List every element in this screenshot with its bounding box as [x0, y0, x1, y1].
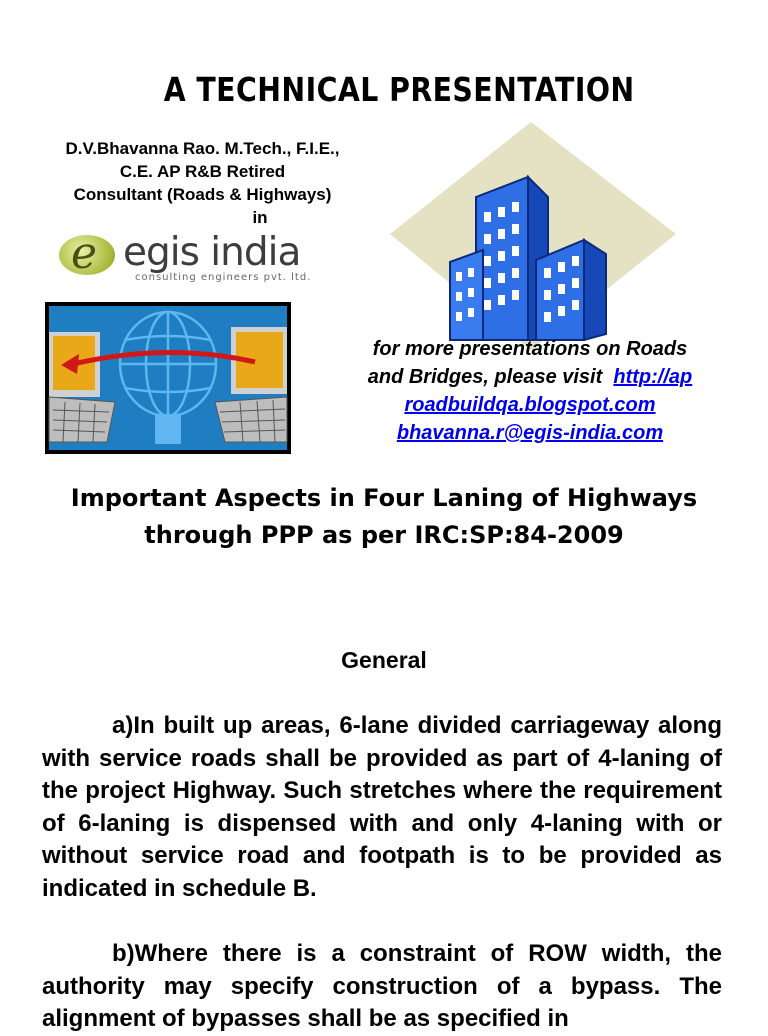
paragraph-a-text: a)In built up areas, 6-lane divided carriageway along with service roads shall be provided as part of 4-laning of the project Highway. Such stretches where the requirement of 6-laning is dispensed with and only 4-laning with or without service road and footpath is to be provided as indicated in schedule B. — [42, 712, 722, 902]
author-in: in — [252, 208, 268, 227]
office-building-clipart — [388, 122, 678, 352]
blog-link-part-2[interactable]: roadbuildqa.blogspot.com — [404, 394, 656, 416]
email-link[interactable]: bhavanna.r@egis-india.com — [396, 422, 664, 444]
author-role: Consultant (Roads & Highways) — [73, 185, 332, 204]
network-computers-clipart — [45, 302, 291, 454]
visit-line-2 — [330, 363, 730, 391]
paragraph-b-text: b)Where there is a constraint of ROW width, the authority may specify construction of a bypass. The alignment of bypasses shall be as specified in — [42, 940, 722, 1032]
egis-india-logo — [57, 228, 339, 288]
visit-line-4 — [330, 419, 730, 447]
heading-line-2: through PPP as per IRC:SP:84-2009 — [144, 521, 624, 549]
section-title: General — [341, 647, 427, 673]
visit-line-1: for more presentations on Roads — [372, 338, 688, 360]
heading-line-1: Important Aspects in Four Laning of Highways — [70, 484, 698, 512]
logo-name: egis india — [123, 230, 301, 275]
logo-letter: e — [71, 228, 98, 279]
paragraph-b — [42, 938, 722, 1036]
visit-text: and Bridges, please visit — [367, 366, 603, 388]
presentation-title: A TECHNICAL PRESENTATION — [163, 70, 635, 109]
visit-line-3 — [330, 391, 730, 419]
logo-tagline: consulting engineers pvt. ltd. — [135, 272, 312, 283]
paragraph-a — [42, 710, 722, 905]
author-designation: C.E. AP R&B Retired — [119, 162, 286, 181]
author-name: D.V.Bhavanna Rao. M.Tech., F.I.E., — [65, 139, 340, 158]
blog-link-part-1[interactable]: http://ap — [613, 366, 693, 388]
slide-heading — [20, 480, 748, 554]
